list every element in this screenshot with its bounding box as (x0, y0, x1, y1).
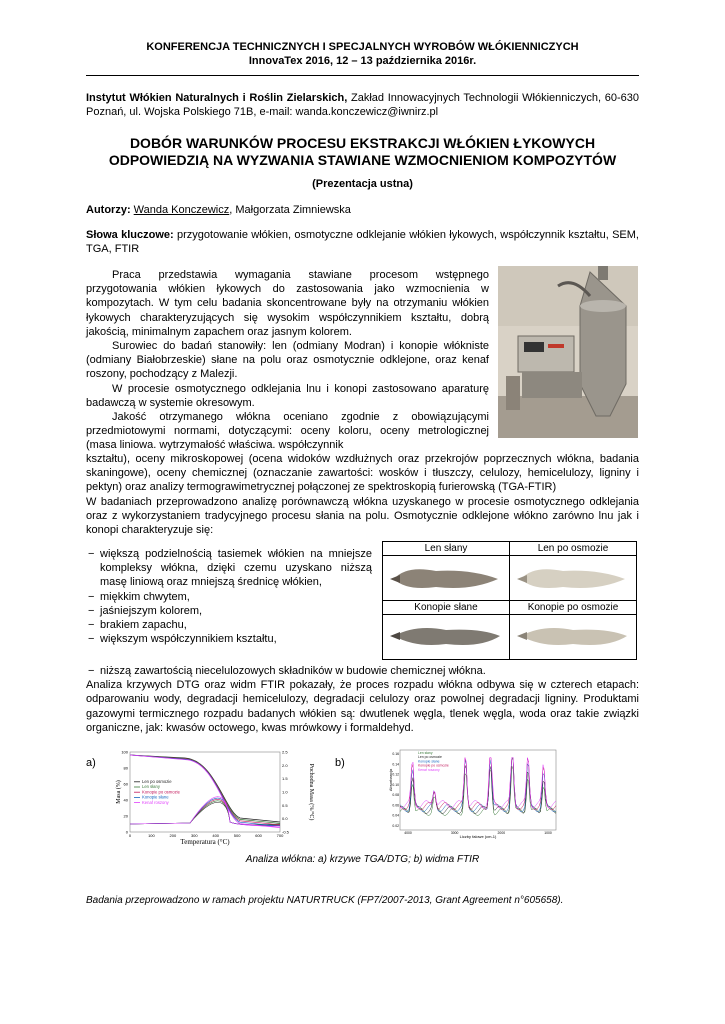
apparatus-photo (498, 266, 638, 438)
ftir-ytick: 0.02 (392, 824, 399, 828)
tga-xtick: 700 (276, 833, 284, 838)
ftir-xtick: 3000 (450, 831, 459, 835)
tga-ytick-right: -0.5 (282, 829, 289, 835)
conference-date: InnovaTex 2016, 12 – 13 października 2016r. (248, 55, 477, 67)
keywords-text: przygotowanie włókien, osmotyczne odklejanie włókien łykowych, współczynnik kształtu, SEM, TGA, FTIR (86, 229, 639, 256)
ftir-ylabel: Absorbancja (388, 768, 393, 792)
table-header-cell: Len słany (383, 542, 510, 556)
author-others: , Małgorzata Zimniewska (229, 204, 351, 216)
ftir-legend-label: Konopie słane (418, 759, 440, 764)
table-header-cell: Len po osmozie (510, 542, 637, 556)
list-item: − większą podzielnością tasiemek włókien na mniejsze kompleksy włókna, dzięki czemu uzyskano niższą masę liniową oraz mniejszą średnicę włókien, (86, 547, 372, 590)
ftir-xtick: 2000 (497, 831, 506, 835)
paragraph-quality-a: Jakość otrzymanego włókna oceniano zgodnie z obowiązującymi przedmiotowymi normami, dotyczącymi: oceny koloru, oceny metrologicznej (masa liniowa. wytrzymałość właściwa. współczynnik (86, 411, 489, 452)
ftir-legend-label: Len po osmozie (418, 755, 442, 760)
ftir-ytick: 0.08 (392, 793, 399, 798)
ftir-ytick: 0.16 (392, 752, 399, 756)
tga-ytick-left: 0 (125, 829, 128, 835)
ftir-legend-label: Konopie po osmozie (418, 763, 449, 768)
figure-label-a: a) (86, 757, 96, 769)
list-item: − większym współczynnikiem kształtu, (86, 632, 372, 646)
authors-label: Autorzy: (86, 204, 131, 216)
tga-xtick: 500 (233, 833, 241, 838)
title-line-2: ODPOWIEDZIĄ NA WYZWANIA STAWIANE WZMOCNIENIOM KOMPOZYTÓW (108, 152, 617, 168)
authors (86, 203, 639, 217)
tga-xtick: 0 (128, 833, 132, 838)
tga-chart (114, 748, 326, 848)
ftir-ytick: 0.12 (392, 772, 399, 777)
institute-name: Instytut Włókien Naturalnych i Roślin Zielarskich, (86, 92, 348, 104)
body-column-narrow (86, 268, 489, 453)
ftir-ytick: 0.06 (392, 803, 399, 808)
tga-legend-label: Konopie po osmozie (142, 789, 180, 795)
conference-name: KONFERENCJA TECHNICZNYCH I SPECJALNYCH WYROBÓW WŁÓKIENNICZYCH (146, 41, 579, 53)
tga-xtick: 600 (255, 833, 262, 838)
paragraph-analysis: Analiza krzywych DTG oraz widm FTIR pokazały, że proces rozpadu włókna odbywa się w czterech etapach: odparowaniu wody, degradacji hemicelulozy, degradacji celulozy oraz powolnej degradacji ligniny. Produktami gazowymi termicznego rozpadu badanych włókien są: dwutlenek węgla, tlenek węgla, woda oraz takie związki organiczne, jak: kwasów octowego, kwas mrówkowy i formaldehyd. (86, 679, 639, 734)
ftir-ytick: 0.10 (392, 782, 399, 787)
title-line-1: DOBÓR WARUNKÓW PROCESU EKSTRAKCJI WŁÓKIEN ŁYKOWYCH (129, 135, 596, 151)
ftir-xlabel: Liczby falowe (cm-1) (459, 834, 497, 839)
ftir-ytick: 0.14 (392, 762, 399, 767)
tga-ylabel-right: Pochodna Masa (%/°C) (308, 763, 314, 821)
list-item: − niższą zawartością niecelulozowych składników w budowie chemicznej włókna. (86, 664, 639, 678)
keywords (86, 228, 639, 256)
ftir-ytick: 0.04 (392, 813, 399, 818)
figure-label-b: b) (335, 757, 345, 769)
header-rule (86, 75, 639, 76)
tga-legend-label: Konopie słane (142, 794, 169, 800)
tga-legend-label: Len słany (142, 784, 160, 790)
table-header-cell: Konopie słane (383, 601, 510, 615)
tga-ytick-left: 60 (123, 781, 128, 787)
paragraph-process: W procesie osmotycznego odklejania lnu i konopi zastosowano aparaturę badawczą w systemie okresowym. (86, 382, 489, 409)
tga-xtick: 100 (148, 833, 155, 838)
tga-legend-label: Kenaf roszony (142, 799, 169, 805)
conference-header (60, 40, 665, 68)
figure-caption: Analiza włókna: a) krzywe TGA/DTG; b) widma FTIR (245, 854, 480, 865)
paragraph-quality-b: kształtu), oceny mikroskopowej (ocena widoków wzdłużnych oraz przekrojów poprzecznych włókna, badania skaningowe), oceny chemicznej (oznaczanie zawartości: wosków i tłuszczy, celulozy, hemicelulozy, ligniny i pektyn) oraz analizy termograwimetrycznej połączonej ze spektroskopią furierowską (TGA-FTIR) (86, 453, 639, 494)
ftir-chart (388, 748, 558, 840)
list-item: − miękkim chwytem, (86, 590, 372, 604)
author-presenting: Wanda Konczewicz (133, 204, 230, 216)
paragraph-material: Surowiec do badań stanowiły: len (odmiany Modran) i konopie włókniste (odmiany Białobrzeskie) słane na polu oraz osmotycznie odklejone, oraz kenaf roszony, pochodzący z Malezji. (86, 340, 489, 381)
list-item: − jaśniejszym kolorem, (86, 604, 372, 618)
body-column-wide (86, 452, 639, 537)
list-item: − brakiem zapachu, (86, 618, 372, 632)
tga-ytick-right: 2.5 (282, 749, 288, 755)
ftir-xtick: 4000 (404, 831, 412, 835)
tga-ytick-left: 20 (123, 813, 128, 819)
properties-list-narrow (86, 547, 372, 646)
institute-address: Zakład Innowacyjnych Technologii Włókienniczych, 60-630 Poznań, ul. Wojska Polskiego 71B, e-mail: wanda.konczewicz@iwnirz.pl (86, 92, 639, 119)
fiber-photo-hemp-osmotic (510, 615, 637, 660)
presentation-type: (Prezentacja ustna) (312, 178, 413, 190)
ftir-xtick: 1000 (544, 831, 552, 835)
funding-note: Badania przeprowadzono w ramach projektu NATURTRUCK (FP7/2007-2013, Grant Agreement n°605658). (86, 895, 564, 906)
paper-title (86, 135, 639, 169)
fiber-photo-flax-osmotic (510, 556, 637, 601)
affiliation (86, 91, 639, 119)
tga-xtick: 200 (169, 833, 177, 838)
properties-list-wide (86, 664, 639, 735)
tga-legend-label: Len po osmozie (142, 779, 172, 784)
tga-ytick-right: 1.5 (282, 776, 288, 782)
keywords-label: Słowa kluczowe: (86, 229, 174, 241)
tga-ytick-right: 0.0 (282, 816, 288, 822)
paragraph-comparison: W badaniach przeprowadzono analizę porównawczą włókna uzyskanego w procesie osmotycznego odklejania oraz z wykorzystaniem tradycyjnego procesu słania na polu. Osmotycznie odklejone włókno zarówno lnu jak i konopi charakteryzuje się: (86, 495, 639, 537)
fiber-photo-hemp-retted (383, 615, 510, 660)
ftir-legend-label: Len słany (418, 751, 433, 755)
fiber-comparison-table (382, 541, 637, 660)
tga-ytick-right: 2.0 (282, 762, 288, 768)
table-header-cell: Konopie po osmozie (510, 601, 637, 615)
tga-ytick-left: 100 (121, 749, 128, 755)
ftir-legend-label: Kenaf roszony (418, 767, 440, 772)
tga-ytick-right: 1.0 (282, 789, 288, 795)
tga-xtick: 400 (212, 833, 220, 838)
tga-ylabel-left: Masa (%) (116, 780, 122, 804)
tga-ytick-right: 0.5 (282, 802, 288, 808)
tga-xtick: 300 (190, 833, 198, 838)
tga-ytick-left: 40 (123, 797, 128, 803)
tga-ytick-left: 80 (123, 765, 128, 771)
fiber-photo-flax-retted (383, 556, 510, 601)
paragraph-intro: Praca przedstawia wymagania stawiane procesom wstępnego przygotowania włókien łykowych do zastosowania jako wzmocnienia w kompozytach. W tym celu badania skoncentrowane były na otrzymaniu włókien łykowych charakteryzujących się wysokim współczynnikiem kształtu, dobrą jakością, minimalnym zapachem oraz jasnym kolorem. (86, 269, 489, 338)
tga-xlabel: Temperatura (°C) (180, 838, 230, 846)
